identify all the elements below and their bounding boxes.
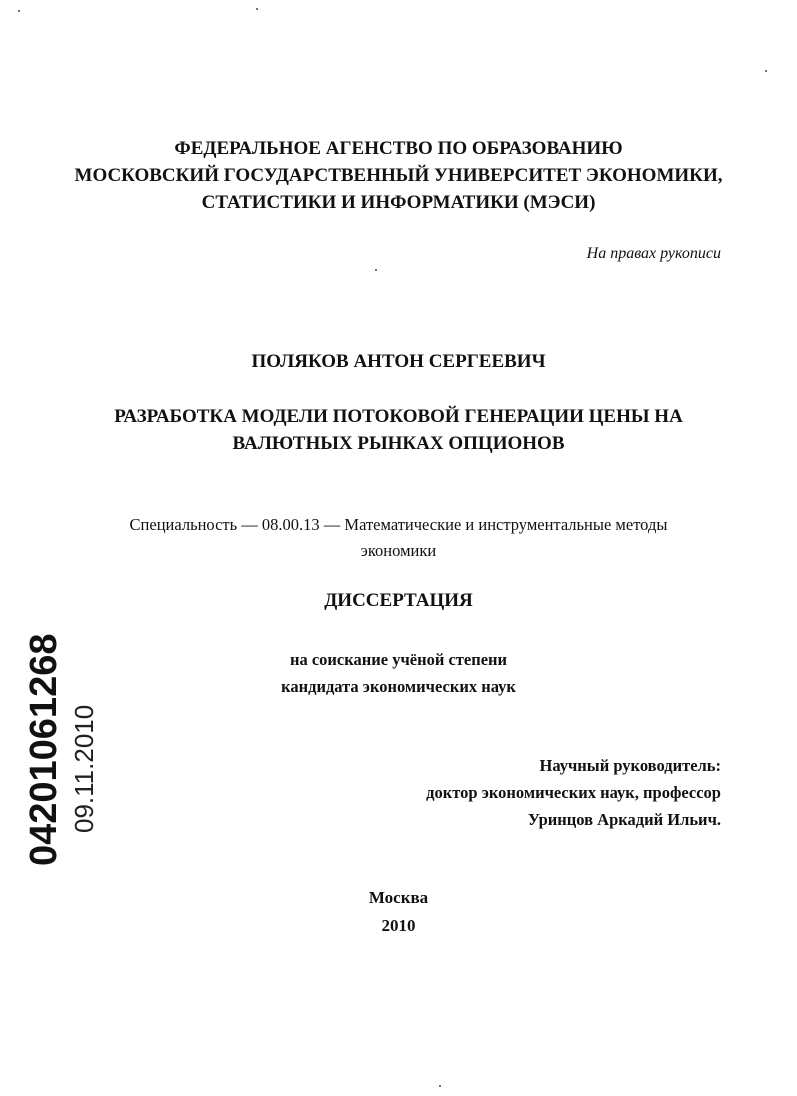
stamp-date: 09.11.2010 — [69, 704, 99, 833]
title-line-2: ВАЛЮТНЫХ РЫНКАХ ОПЦИОНОВ — [232, 433, 565, 454]
stamp-number: 04201061268 — [23, 633, 65, 866]
supervisor-name: Уринцов Аркадий Ильич. — [527, 810, 721, 829]
scan-speck — [18, 10, 20, 12]
supervisor-title: доктор экономических наук, профессор — [426, 783, 721, 802]
author-name: ПОЛЯКОВ АНТОН СЕРГЕЕВИЧ — [251, 351, 546, 372]
degree-line-1: на соискание учёной степени — [289, 650, 508, 669]
specialty — [0, 512, 797, 564]
scan-speck — [439, 1085, 441, 1087]
place-year — [0, 884, 797, 940]
scan-speck — [375, 269, 377, 271]
title-line-1: РАЗРАБОТКА МОДЕЛИ ПОТОКОВОЙ ГЕНЕРАЦИИ ЦЕНЫ НА — [114, 406, 683, 427]
library-stamp — [17, 633, 107, 870]
degree-line-2: кандидата экономических наук — [281, 677, 516, 696]
city: Москва — [368, 888, 429, 907]
scan-speck — [256, 8, 258, 10]
scan-speck — [765, 70, 767, 72]
supervisor-label: Научный руководитель: — [539, 756, 721, 775]
document-type: ДИССЕРТАЦИЯ — [324, 590, 473, 611]
dissertation-title — [0, 403, 797, 457]
org-header-line-2: МОСКОВСКИЙ ГОСУДАРСТВЕННЫЙ УНИВЕРСИТЕТ ЭКОНОМИКИ, — [74, 165, 723, 186]
org-header — [0, 135, 797, 216]
specialty-line-2: экономики — [360, 541, 437, 560]
specialty-line-1: Специальность — 08.00.13 — Математические и инструментальные методы — [129, 515, 668, 534]
org-header-line-3: СТАТИСТИКИ И ИНФОРМАТИКИ (МЭСИ) — [201, 192, 596, 213]
org-header-line-1: ФЕДЕРАЛЬНОЕ АГЕНСТВО ПО ОБРАЗОВАНИЮ — [174, 138, 623, 159]
degree — [0, 646, 797, 700]
year: 2010 — [381, 916, 416, 935]
manuscript-note: На правах рукописи — [586, 245, 721, 262]
supervisor-block — [426, 752, 721, 833]
